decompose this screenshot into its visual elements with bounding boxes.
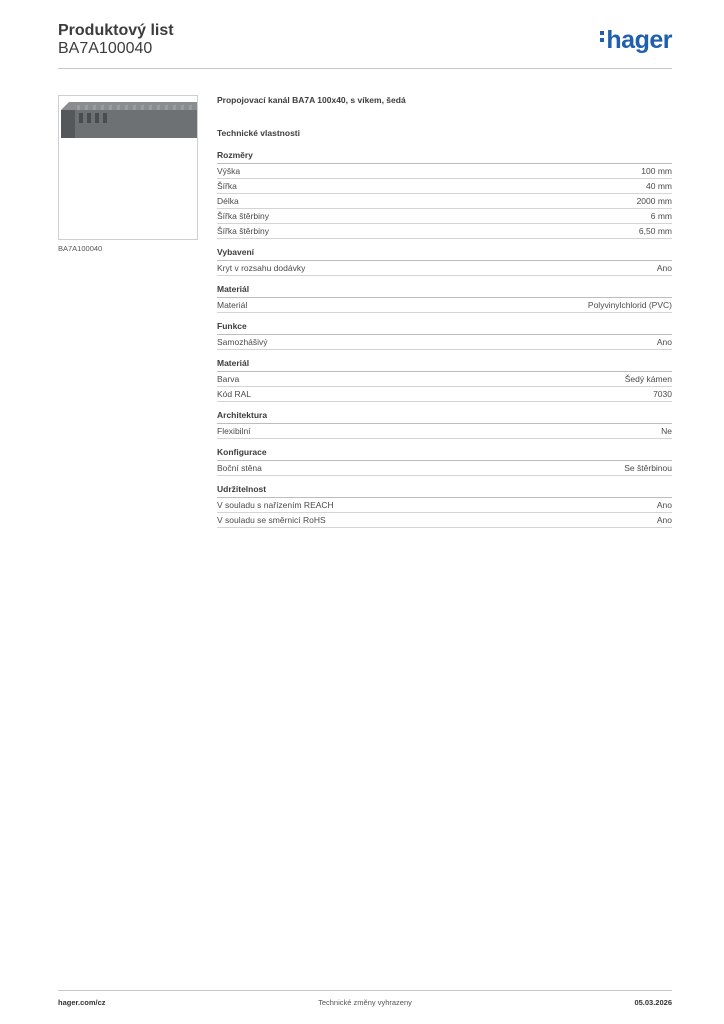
spec-group: [217, 447, 672, 476]
spec-row: [217, 372, 672, 387]
spec-label: Flexibilní: [217, 426, 251, 436]
spec-value: 6,50 mm: [638, 226, 672, 236]
spec-label: V souladu se směrnicí RoHS: [217, 515, 326, 525]
spec-row: [217, 179, 672, 194]
spec-value: Ano: [656, 500, 672, 510]
spec-group-title: Rozměry: [217, 150, 672, 164]
spec-group-title: Materiál: [217, 358, 672, 372]
spec-row: [217, 335, 672, 350]
spec-value: Šedý kámen: [624, 374, 672, 384]
spec-label: Šířka štěrbiny: [217, 211, 269, 221]
footer-note: Technické změny vyhrazeny: [318, 998, 412, 1007]
spec-value: 100 mm: [641, 166, 672, 176]
spec-group-title: Konfigurace: [217, 447, 672, 461]
spec-value: Ano: [656, 337, 672, 347]
spec-row: [217, 209, 672, 224]
spec-value: Ano: [656, 263, 672, 273]
spec-group: [217, 410, 672, 439]
spec-label: Materiál: [217, 300, 248, 310]
spec-row: [217, 461, 672, 476]
product-name: Propojovací kanál BA7A 100x40, s víkem, šedá: [217, 95, 406, 105]
spec-group: [217, 484, 672, 528]
spec-value: Ne: [661, 426, 672, 436]
spec-row: [217, 513, 672, 528]
spec-group: [217, 150, 672, 239]
spec-label: V souladu s nařízením REACH: [217, 500, 334, 510]
specification-content: [217, 95, 672, 528]
spec-row: [217, 498, 672, 513]
spec-label: Délka: [217, 196, 239, 206]
spec-value: 7030: [653, 389, 672, 399]
document-title: Produktový list: [58, 22, 174, 39]
spec-group: [217, 358, 672, 402]
spec-row: [217, 424, 672, 439]
spec-label: Boční stěna: [217, 463, 262, 473]
spec-row: [217, 298, 672, 313]
spec-value: Polyvinylchlorid (PVC): [587, 300, 672, 310]
spec-group: [217, 321, 672, 350]
spec-label: Výška: [217, 166, 241, 176]
footer-date: 05.03.2026: [634, 998, 672, 1007]
page-header: [58, 22, 672, 68]
spec-label: Samozhášivý: [217, 337, 268, 347]
spec-row: [217, 224, 672, 239]
spec-label: Barva: [217, 374, 240, 384]
header-divider: [58, 68, 672, 69]
spec-groups: [217, 150, 672, 528]
spec-value: 40 mm: [646, 181, 672, 191]
spec-group-title: Materiál: [217, 284, 672, 298]
spec-row: [217, 387, 672, 402]
product-code: BA7A100040: [58, 40, 153, 57]
spec-label: Kód RAL: [217, 389, 252, 399]
spec-label: Šířka: [217, 181, 237, 191]
spec-group: [217, 247, 672, 276]
spec-value: 2000 mm: [636, 196, 672, 206]
spec-group-title: Vybavení: [217, 247, 672, 261]
spec-group-title: Architektura: [217, 410, 672, 424]
cable-duct-icon: [59, 96, 197, 239]
image-caption: BA7A100040: [58, 244, 103, 253]
spec-row: [217, 164, 672, 179]
section-title: Technické vlastnosti: [217, 128, 300, 138]
spec-group: [217, 284, 672, 313]
spec-row: [217, 261, 672, 276]
spec-value: Se štěrbinou: [624, 463, 672, 473]
spec-row: [217, 194, 672, 209]
product-image: [58, 95, 198, 240]
spec-group-title: Udržitelnost: [217, 484, 672, 498]
footer-website[interactable]: hager.com/cz: [58, 998, 106, 1007]
logo-dots-icon: [600, 28, 604, 45]
spec-label: Kryt v rozsahu dodávky: [217, 263, 306, 273]
spec-value: Ano: [656, 515, 672, 525]
footer-divider: [58, 990, 672, 991]
spec-value: 6 mm: [650, 211, 672, 221]
spec-label: Šířka štěrbiny: [217, 226, 269, 236]
logo-text: hager: [606, 26, 672, 54]
spec-group-title: Funkce: [217, 321, 672, 335]
hager-logo: [600, 26, 672, 55]
